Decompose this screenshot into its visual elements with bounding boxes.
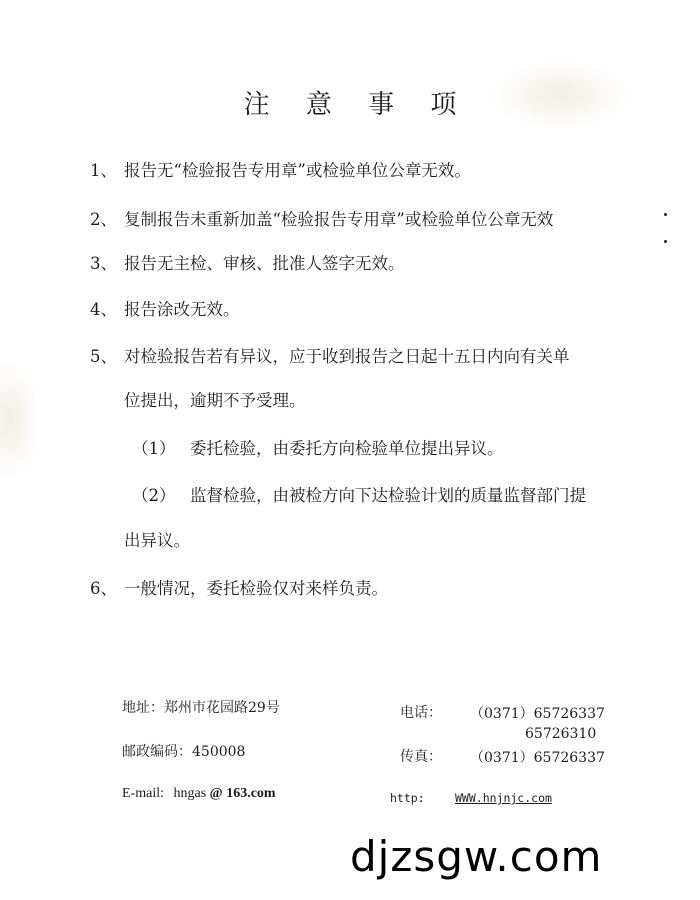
- subitem-number: （2）: [132, 486, 176, 505]
- item-number: 5、: [90, 347, 117, 366]
- stray-dot: [664, 213, 667, 216]
- scan-smudge-left: [0, 360, 40, 480]
- stray-dot: [664, 240, 667, 243]
- fax-number: （0371）65726337: [470, 750, 605, 766]
- address: 地址：郑州市花园路29号: [122, 700, 280, 716]
- item-number: 4、: [90, 300, 117, 319]
- notice-item-3: [90, 250, 405, 274]
- notice-subitem-2: [132, 482, 586, 506]
- item-text: 报告无“检验报告专用章”或检验单位公章无效。: [124, 161, 471, 180]
- notice-item-4: [90, 296, 240, 320]
- notice-item-1: [90, 157, 471, 181]
- notice-item-5-continuation: 位提出，逾期不予受理。: [124, 391, 306, 410]
- item-number: 3、: [90, 254, 117, 273]
- http-label: http:: [390, 791, 425, 805]
- item-text: 对检验报告若有异议，应于收到报告之日起十五日内向有关单: [124, 347, 570, 366]
- notice-subitem-2-continuation: 出异议。: [124, 531, 190, 550]
- item-number: 2、: [90, 210, 117, 229]
- item-text: 复制报告未重新加盖“检验报告专用章”或检验单位公章无效: [124, 210, 554, 229]
- item-text: 报告无主检、审核、批准人签字无效。: [124, 254, 405, 273]
- phone-number-1: （0371）65726337: [470, 706, 605, 722]
- item-text: 报告涂改无效。: [124, 300, 240, 319]
- website-url[interactable]: WWW.hnjnjc.com: [455, 791, 552, 805]
- email-user: hngas: [173, 786, 207, 801]
- notice-subitem-1: [132, 435, 504, 459]
- phone-label: 电话：: [400, 705, 442, 721]
- item-text: 一般情况，委托检验仅对来样负责。: [124, 579, 388, 598]
- email-domain: @ 163.com: [209, 786, 276, 801]
- notice-item-5: [90, 343, 570, 367]
- item-number: 6、: [90, 579, 117, 598]
- email-label: E-mail:: [122, 786, 164, 801]
- site-watermark: djzsgw.com: [350, 832, 603, 881]
- postcode: 邮政编码：450008: [122, 744, 246, 760]
- notice-item-2: [90, 206, 553, 230]
- notice-item-6: [90, 575, 388, 599]
- document-title: 注 意 事 项: [243, 90, 471, 120]
- email-line: [122, 786, 276, 802]
- phone-number-2: 65726310: [525, 726, 597, 742]
- subitem-number: （1）: [132, 439, 176, 458]
- subitem-text: 委托检验，由委托方向检验单位提出异议。: [190, 439, 504, 458]
- item-number: 1、: [90, 161, 117, 180]
- subitem-text: 监督检验，由被检方向下达检验计划的质量监督部门提: [190, 486, 586, 505]
- fax-label: 传真：: [400, 749, 442, 765]
